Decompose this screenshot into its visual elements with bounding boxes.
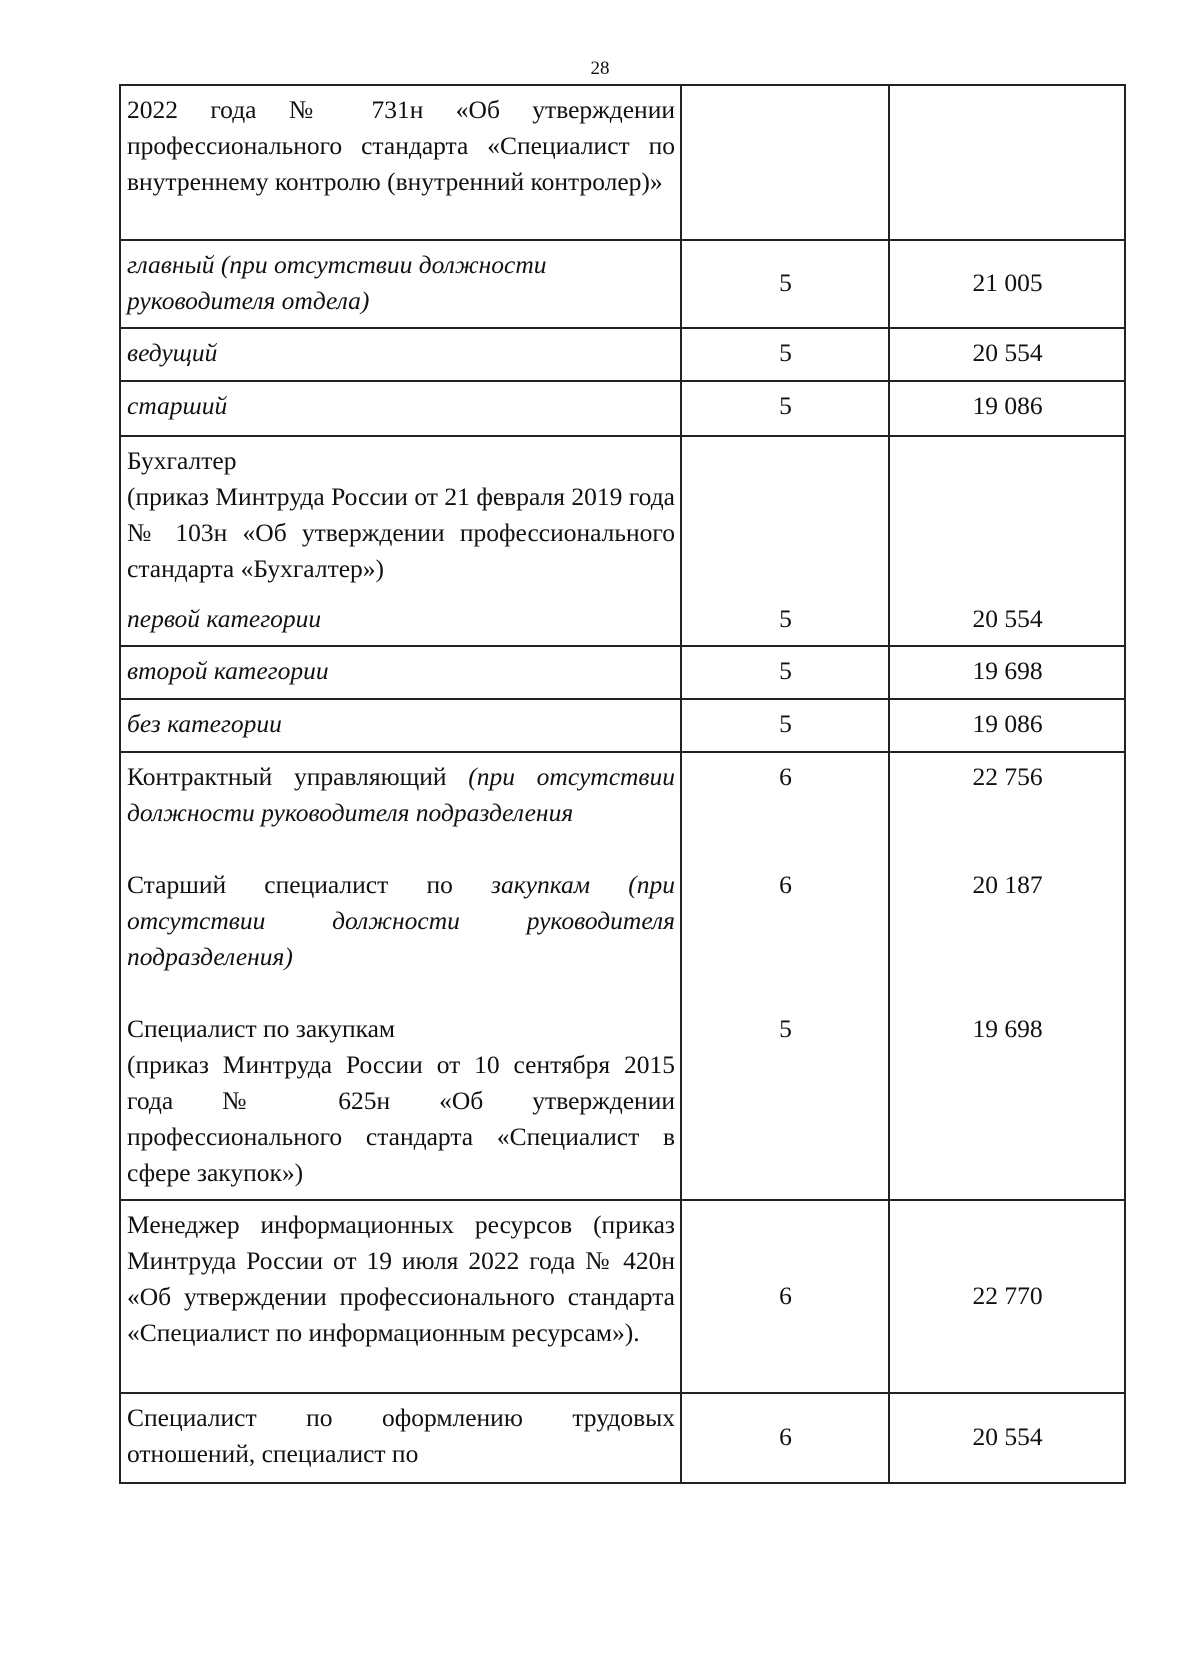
- position-cell: [120, 752, 681, 1200]
- salary-table: [119, 84, 1126, 1484]
- level-cell: 5: [681, 328, 889, 381]
- table-row: [120, 646, 1125, 699]
- position-order: (приказ Минтруда России от 10 сентября 2015 года № 625н «Об утверждении профессионального стандарта «Специалист в сфере закупок»): [127, 1050, 675, 1187]
- table-row: [120, 752, 1125, 1200]
- salary-cell: 19 086: [889, 699, 1125, 752]
- salary-cell: 22 756 20 187 19 698: [889, 752, 1125, 1200]
- table-row: [120, 240, 1125, 328]
- level-cell: 5: [681, 646, 889, 699]
- position-cell: ведущий: [120, 328, 681, 381]
- position-cell: Специалист по оформлению трудовых отношений, специалист по: [120, 1393, 681, 1483]
- position-cell: второй категории: [120, 646, 681, 699]
- table-row: [120, 1200, 1125, 1393]
- position-cell: без категории: [120, 699, 681, 752]
- salary-cell: 20 554: [889, 436, 1125, 646]
- table-row: [120, 85, 1125, 240]
- salary-cell: [889, 85, 1125, 240]
- position-order: (приказ Минтруда России от 21 февраля 2019 года № 103н «Об утверждении профессионального стандарта «Бухгалтер»): [127, 482, 675, 583]
- position-procurement-specialist: Специалист по закупкам: [127, 1014, 396, 1043]
- level-cell: 5: [681, 240, 889, 328]
- salary-cell: 21 005: [889, 240, 1125, 328]
- position-cell: главный (при отсутствии должности руководителя отдела): [120, 240, 681, 328]
- salary-cell: 19 086: [889, 381, 1125, 436]
- position-cell: Менеджер информационных ресурсов (приказ Минтруда России от 19 июля 2022 года № 420н «Об утверждении профессионального стандарта «Специалист по информационным ресурсам»).: [120, 1200, 681, 1393]
- level-cell: 5: [681, 436, 889, 646]
- level-cell: 5: [681, 381, 889, 436]
- position-cell: [120, 436, 681, 646]
- position-cell: старший: [120, 381, 681, 436]
- salary-cell: 22 770: [889, 1200, 1125, 1393]
- position-senior-procurement: Старший специалист по закупкам (при отсутствии должности руководителя подразделения): [127, 870, 675, 971]
- level-cell: [681, 85, 889, 240]
- position-contract-manager: Контрактный управляющий (при отсутствии должности руководителя подразделения: [127, 762, 675, 827]
- page-number: 28: [590, 58, 610, 79]
- salary-cell: 20 554: [889, 328, 1125, 381]
- salary-cell: 19 698: [889, 646, 1125, 699]
- position-heading: Бухгалтер: [127, 446, 237, 475]
- table-row: [120, 699, 1125, 752]
- table-row: [120, 436, 1125, 646]
- level-cell: 6: [681, 1393, 889, 1483]
- table-row: [120, 328, 1125, 381]
- level-cell: 6: [681, 1200, 889, 1393]
- level-cell: 6 6 5: [681, 752, 889, 1200]
- position-cell: 2022 года № 731н «Об утверждении профессионального стандарта «Специалист по внутреннему контролю (внутренний контролер)»: [120, 85, 681, 240]
- level-cell: 5: [681, 699, 889, 752]
- position-category: первой категории: [127, 604, 322, 633]
- table-row: [120, 381, 1125, 436]
- table-row: [120, 1393, 1125, 1483]
- salary-cell: 20 554: [889, 1393, 1125, 1483]
